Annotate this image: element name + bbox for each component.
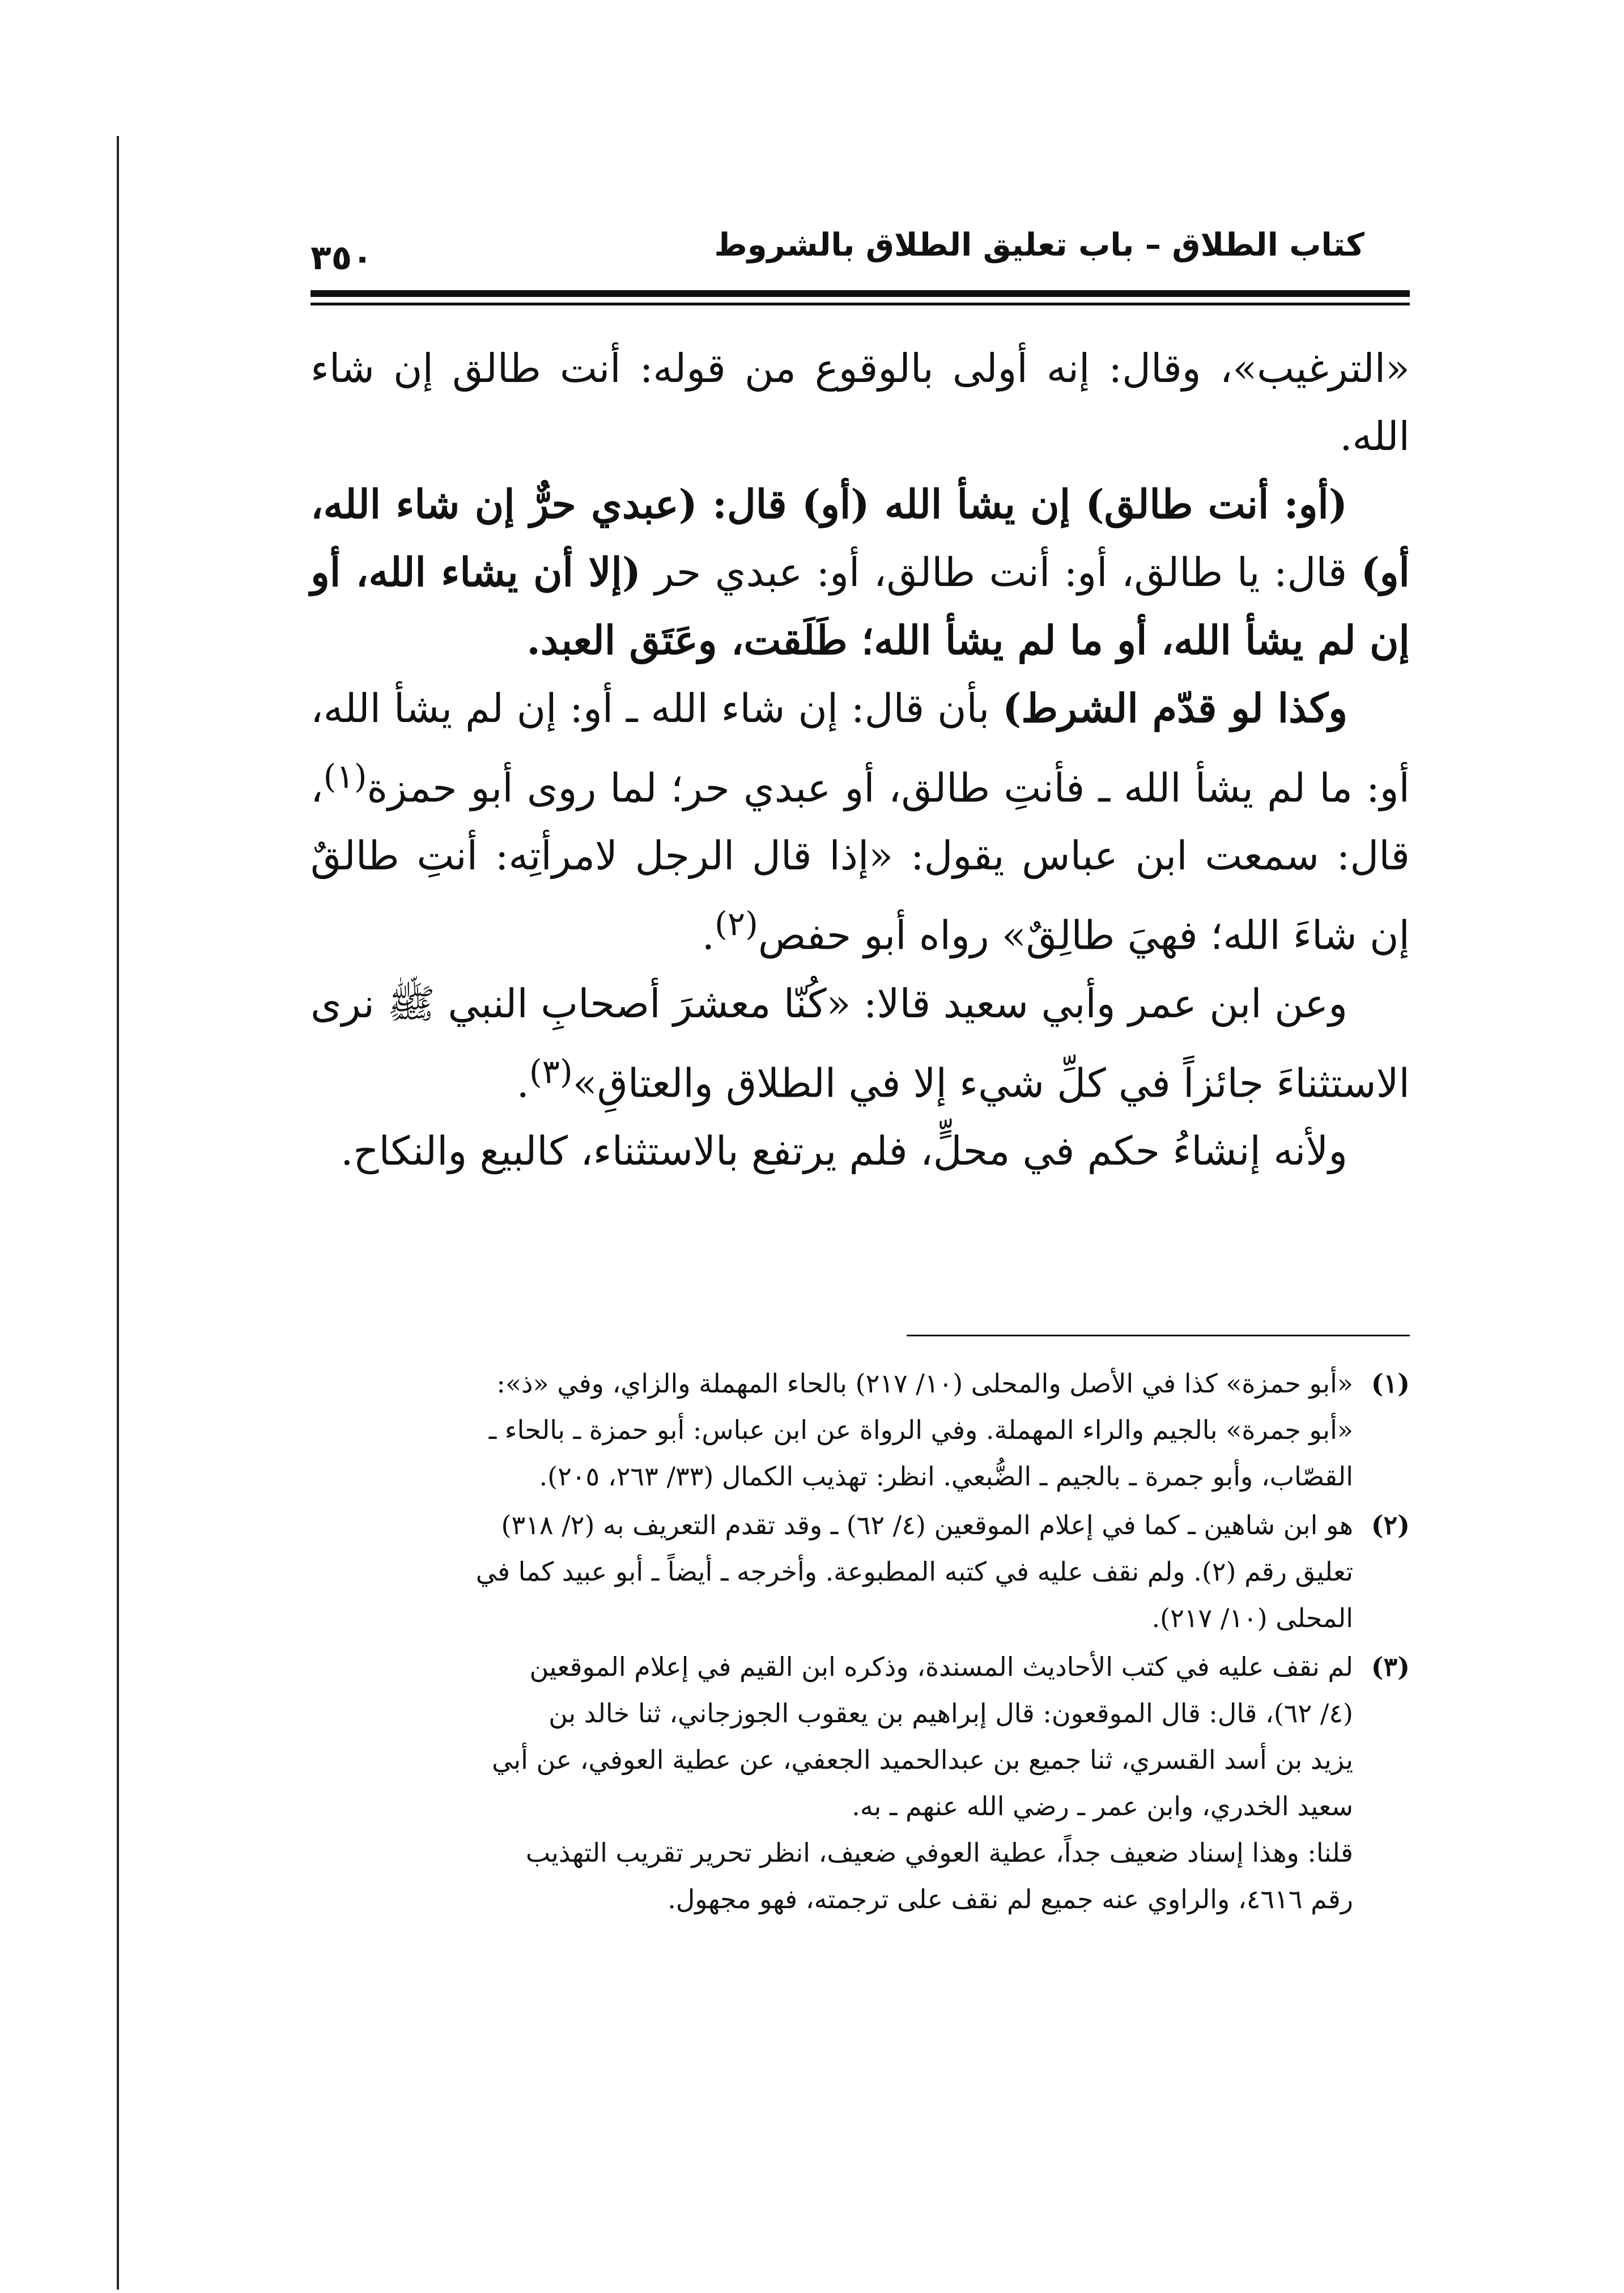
main-text	[311, 334, 1410, 1185]
footnote-line: رقم ٤٦١٦، والراوي عنه جميع لم نقف على ترجمته، فهو مجهول.	[668, 1884, 1353, 1914]
footnote-line: «أبو حمزة» كذا في الأصل والمحلى (١٠/ ٢١٧) بالحاء المهملة والزاي، وفي «ذ»:	[496, 1368, 1353, 1399]
footnote-line: تعليق رقم (٢). ولم نقف عليه في كتبه المطبوعة. وأخرجه ـ أيضاً ـ أبو عبيد كما في	[475, 1556, 1353, 1587]
footnote-number: (١)	[1371, 1368, 1410, 1399]
paragraph-3-quote: ، قال: سمعت ابن عباس يقول: «إذا قال الرجل لامرأتِه: أنتِ طالقٌ إن شاءَ الله؛ فهيَ طالِقٌ» رواه أبو حفص	[311, 765, 1410, 959]
footnote-1	[311, 1360, 1410, 1500]
paragraph-2	[311, 470, 1410, 674]
paragraph-5-text: ولأنه إنشاءُ حكم في محلٍّ، فلم يرتفع بالاستثناء، كالبيع والنكاح.	[341, 1127, 1347, 1174]
footnote-ref-3: (٣)	[529, 1052, 573, 1091]
footnote-line: (٤/ ٦٢)، قال: قال الموقعون: قال إبراهيم بن يعقوب الجوزجاني، ثنا خالد بن	[549, 1698, 1353, 1729]
footnote-2	[311, 1502, 1410, 1641]
binding-edge-line	[117, 136, 119, 2290]
running-title: كتاب الطلاق – باب تعليق الطلاق بالشروط	[714, 227, 1364, 264]
footnote-line: المحلى (١٠/ ٢١٧).	[1151, 1603, 1353, 1633]
header-rule-thin	[311, 303, 1410, 305]
page-number: ٣٥٠	[311, 238, 373, 278]
paragraph-1	[311, 334, 1410, 470]
footnote-ref-2: (٢)	[714, 905, 758, 944]
footnote-ref-1: (١)	[323, 757, 367, 796]
paragraph-2-text: (أو: أنت طالق) إن يشأ الله (أو) قال: (عبدي حرٌّ إن شاء الله، أو)	[311, 481, 1410, 596]
footnote-line: «أبو جمرة» بالجيم والراء المهملة. وفي الرواة عن ابن عباس: أبو حمزة ـ بالحاء ـ	[488, 1415, 1353, 1445]
footnote-line: القصّاب، وأبو جمرة ـ بالجيم ـ الضُّبعي. انظر: تهذيب الكمال (٣٣/ ٢٦٣، ٢٠٥).	[539, 1461, 1353, 1492]
footnote-3	[311, 1644, 1410, 1922]
paragraph-3-bold: وكذا لو قدّم الشرط)	[1002, 685, 1347, 732]
footnotes	[311, 1360, 1410, 1925]
footnote-line: يزيد بن أسد القسري، ثنا جميع بن عبدالحميد الجعفي، عن عطية العوفي، عن أبي	[492, 1744, 1353, 1775]
footnote-line: سعيد الخدري، وابن عمر ـ رضي الله عنهم ـ به.	[852, 1791, 1353, 1821]
paragraph-1-text: «الترغيب»، وقال: إنه أولى بالوقوع من قوله: أنت طالق إن شاء الله.	[311, 345, 1410, 460]
footnote-separator	[907, 1335, 1410, 1336]
footnote-line: قلنا: وهذا إسناد ضعيف جداً، عطية العوفي ضعيف، انظر تحرير تقريب التهذيب	[525, 1837, 1353, 1868]
footnote-line: هو ابن شاهين ـ كما في إعلام الموقعين (٤/ ٦٢) ـ وقد تقدم التعريف به (٢/ ٣١٨)	[501, 1510, 1353, 1540]
paragraph-3-end: .	[702, 912, 715, 959]
paragraph-4-text: وعن ابن عمر وأبي سعيد قالا: «كُنّا معشرَ أصحابِ النبي ﷺ نرى الاستثناءَ جائزاً في كلِّ شيء إلا في الطلاق والعتاقِ»	[311, 980, 1410, 1106]
paragraph-2-cont: قال: يا طالق، أو: أنت طالق، أو: عبدي حر	[641, 549, 1347, 596]
footnote-number: (٣)	[1371, 1651, 1410, 1682]
footnote-number: (٢)	[1371, 1510, 1410, 1540]
paragraph-4-end: .	[516, 1059, 529, 1106]
paragraph-4	[311, 970, 1410, 1117]
paragraph-5	[311, 1117, 1410, 1185]
header-rule-thick	[311, 290, 1410, 297]
page-header	[311, 227, 1410, 278]
paragraph-3	[311, 674, 1410, 970]
footnote-line: لم نقف عليه في كتب الأحاديث المسندة، وذكره ابن القيم في إعلام الموقعين	[529, 1651, 1353, 1682]
paragraph-2-bold: (إلا أن يشاء الله، أو إن لم يشأ الله، أو ما لم يشأ الله؛ طَلَقت، وعَتَق العبد.	[311, 549, 1410, 664]
paragraph-3-text: بأن قال: إن شاء الله ـ أو: إن لم يشأ الله، أو: ما لم يشأ الله ـ فأنتِ طالق، أو عبدي حر؛ لما روى أبو حمزة	[311, 685, 1410, 812]
